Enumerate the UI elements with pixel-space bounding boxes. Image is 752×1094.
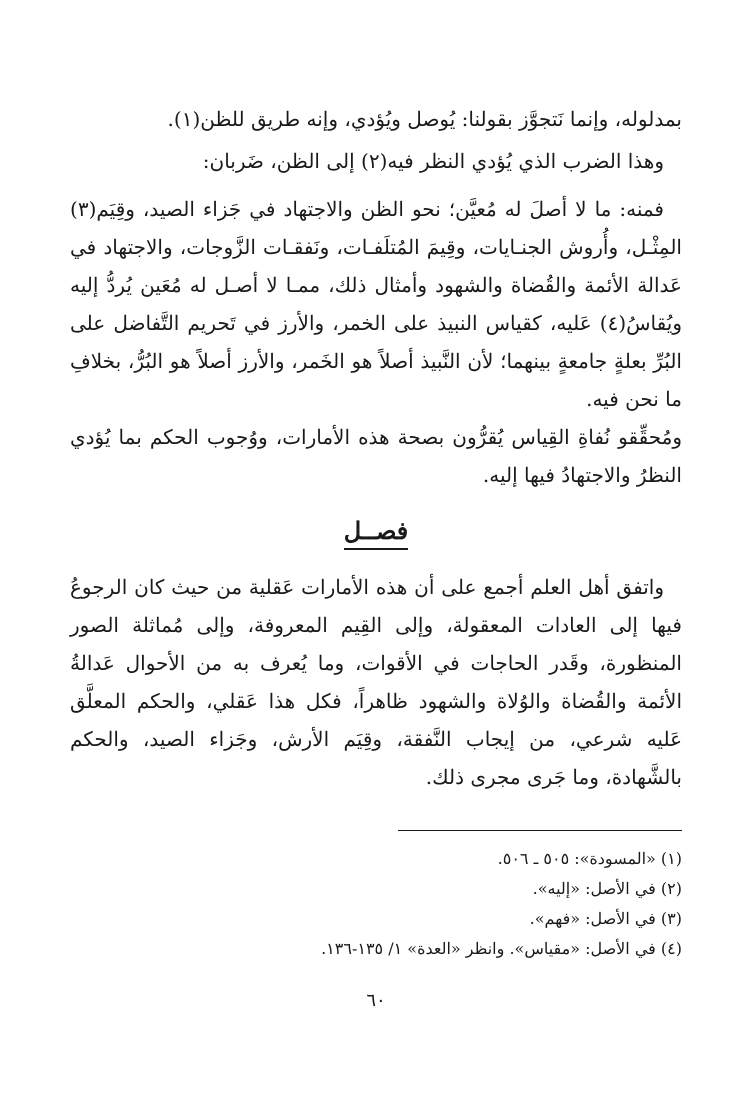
main-text: [70, 100, 682, 796]
page-number: ٦٠: [366, 990, 386, 1011]
footnote-1: (١) «المسودة»: ٥٠٥ ـ ٥٠٦.: [497, 849, 682, 868]
paragraph-3: فمنه: ما لا أصلَ له مُعيَّن؛ نحو الظن والاجتهاد في جَزاء الصيد، وقِيَم(٣) المِثْـل، وأُروش الجنـايات، وقِيمَ المُتلَفـات، ونَفقـات الزَّوجات، والاجتهاد في عَدالة الأئمة والقُضاة والشهود وأمثال ذلك، ممـا لا أصـل له مُعَين يُردُّ إليه ويُقاسُ(٤) عَليه، كقياس النبيذ على الخمر، والأرز في تَحريم التَّفاضل على البُرِّ بعلةٍ جامعةٍ بينهما؛ لأن النَّبيذ أصلاً هو الخَمر، والأرز أصلاً هو البُرُّ، بخلافِ ما نحن فيه.: [70, 197, 682, 411]
footnote-4: (٤) في الأصل: «مقياس». وانظر «العدة» ١/ ١٣٥-١٣٦.: [321, 939, 682, 958]
paragraph-5: واتفق أهل العلم أجمع على أن هذه الأمارات عَقلية من حيث كان الرجوعُ فيها إلى العادات المعقولة، وإلى القِيم المعروفة، وإلى مُماثلة الصور المنظورة، وقَدر الحاجات في الأقوات، وما يُعرف به من الأحوال عَدالةُ الأئمة والقُضاة والوُلاة والشهود ظاهراً، فكل هذا عَقلي، والحكم المعلَّق عَليه شرعي، من إيجاب النَّفقة، وقِيَم الأرش، وجَزاء الصيد، والحكم بالشَّهادة، وما جَرى مجرى ذلك.: [70, 575, 682, 789]
paragraph-4: ومُحقِّقو نُفاةِ القِياس يُقرُّون بصحة هذه الأمارات، ووُجوب الحكم بما يُؤدي النظرُ والاجتهادُ فيها إليه.: [70, 425, 682, 487]
footnote-divider: [398, 830, 682, 831]
footnote-3: (٣) في الأصل: «فهم».: [529, 909, 682, 928]
paragraph-1: بمدلوله، وإنما نَتجوَّز بقولنا: يُوصل ويُؤدي، وإنه طريق للظن(١).: [167, 107, 682, 131]
paragraph-2: وهذا الضرب الذي يُؤدي النظر فيه(٢) إلى الظن، ضَربان:: [202, 149, 664, 173]
section-heading-text: فصــل: [344, 516, 409, 550]
footnote-2: (٢) في الأصل: «إليه».: [532, 879, 682, 898]
section-heading: [70, 516, 682, 550]
footnotes: [70, 844, 682, 964]
